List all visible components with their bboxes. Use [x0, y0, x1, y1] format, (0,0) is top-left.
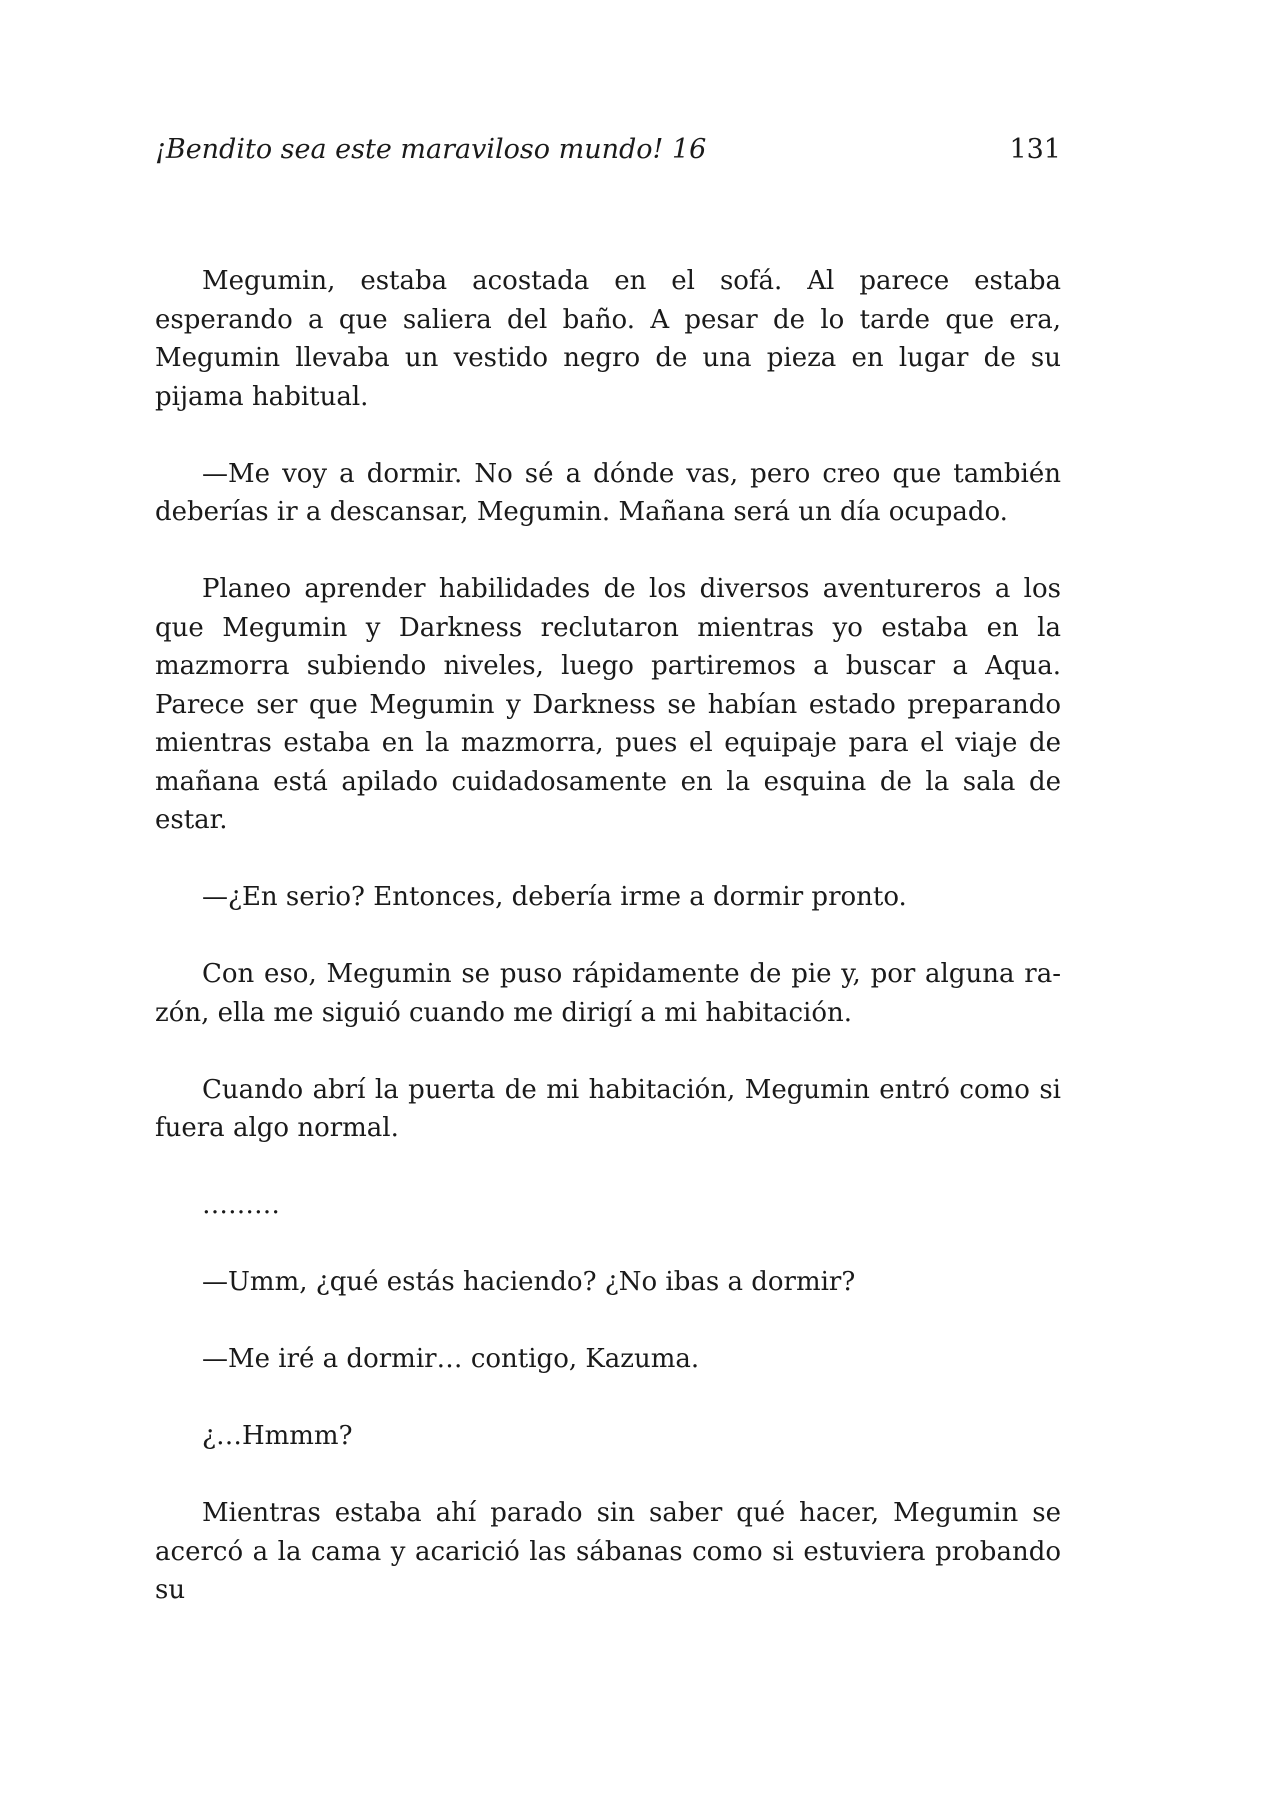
paragraph: —Umm, ¿qué estás haciendo? ¿No ibas a dormir? — [202, 1267, 856, 1297]
paragraph: Con eso, Megumin se puso rápidamente de pie y, por alguna razón, ella me siguió cuando me dirigí a mi habitación. — [155, 959, 1061, 1028]
paragraph: Mientras estaba ahí parado sin saber qué hacer, Megumin se acercó a la cama y acarició las sábanas como si estuviera probando su — [155, 1498, 1061, 1605]
book-title: ¡Bendito sea este maraviloso mundo! 16 — [155, 134, 707, 165]
paragraph: ¿…Hmmm? — [202, 1421, 353, 1451]
paragraph: —Me iré a dormir… contigo, Kazuma. — [202, 1344, 700, 1374]
running-header — [155, 133, 1061, 167]
paragraph: Cuando abrí la puerta de mi habitación, Megumin entró como si fuera algo normal. — [155, 1074, 1061, 1143]
ellipsis-line: ……… — [202, 1190, 280, 1220]
body-text — [155, 262, 1061, 1648]
paragraph: Planeo aprender habilidades de los diversos aventureros a los que Megumin y Darkness reclutaron mientras yo estaba en la mazmorra subiendo niveles, luego partiremos a buscar a Aqua. Parece ser que Megumin y Darkness se habían estado preparando mientras estaba en la mazmorra, pues el equipaje para el viaje de mañana está apilado cuidadosamente en la esquina de la sala de estar. — [155, 574, 1061, 835]
paragraph: —¿En serio? Entonces, debería irme a dormir pronto. — [202, 882, 907, 912]
paragraph: Megumin, estaba acostada en el sofá. Al parece estaba esperando a que saliera del baño. A pesar de lo tarde que era, Megumin llevaba un vestido negro de una pieza en lugar de su pijama habitual. — [155, 266, 1061, 412]
page-number: 131 — [1009, 134, 1061, 165]
paragraph: —Me voy a dormir. No sé a dónde vas, pero creo que también deberías ir a descansar, Megumin. Mañana será un día ocupado. — [155, 458, 1061, 527]
